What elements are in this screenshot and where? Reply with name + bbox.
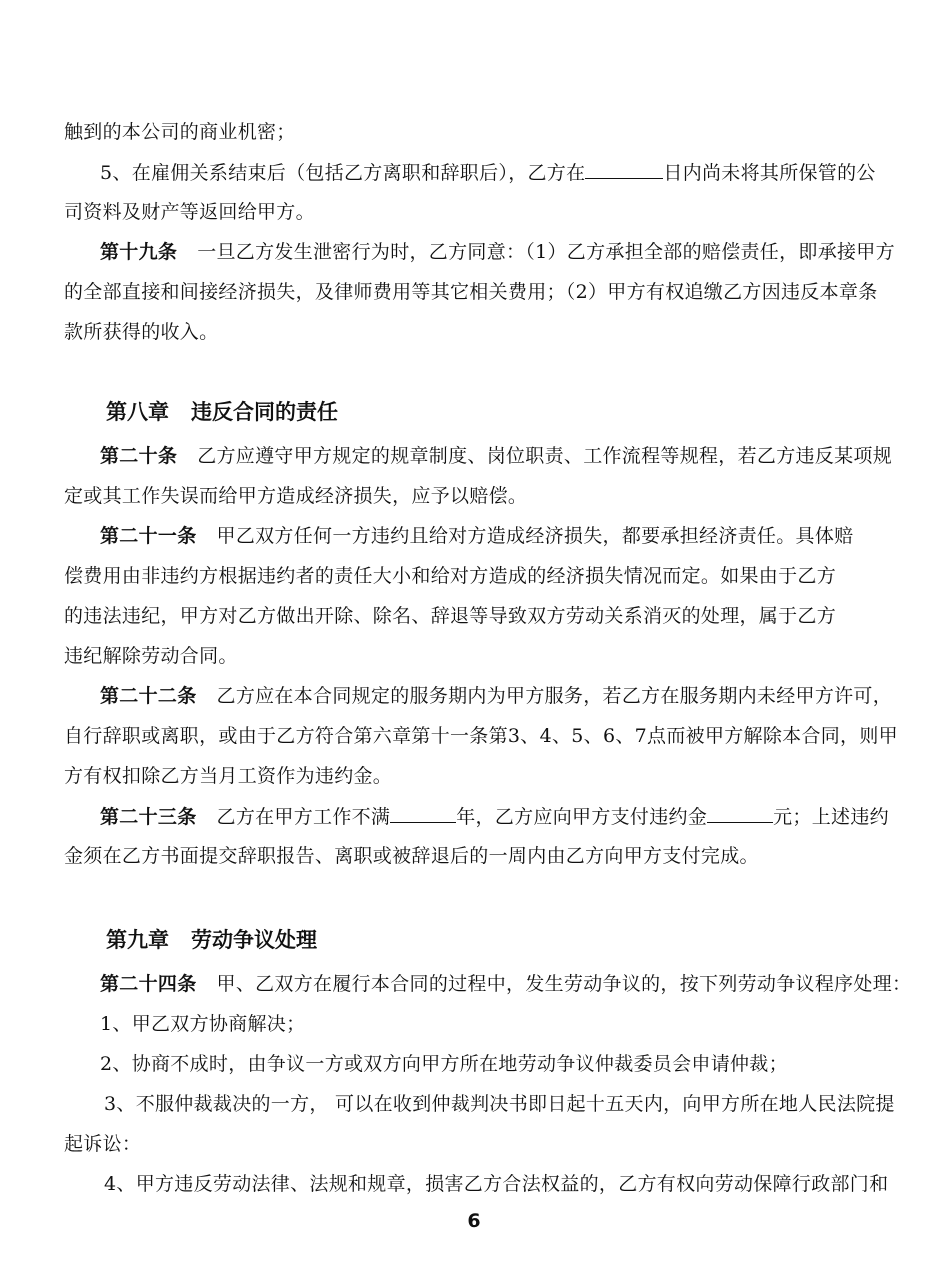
blank-field <box>390 804 456 823</box>
text-line <box>64 484 888 508</box>
article-label: 第二十一条 <box>100 525 197 547</box>
text-line <box>64 764 888 788</box>
text: 定或其工作失误而给甲方造成经济损失，应予以赔偿。 <box>64 485 528 507</box>
chapter-title: 劳动争议处理 <box>191 928 317 952</box>
article-line <box>100 524 888 548</box>
text: 日内尚未将其所保管的公 <box>663 162 876 184</box>
blank-field <box>585 160 663 179</box>
text: 起诉讼： <box>64 1133 142 1155</box>
article-line <box>100 684 893 708</box>
text: 一旦乙方发生泄密行为时，乙方同意：（1）乙方承担全部的赔偿责任，即承接甲方 <box>197 241 895 263</box>
text: 元；上述违约 <box>773 806 889 828</box>
text: 甲乙双方任何一方违约且给对方造成经济损失，都要承担经济责任。具体赔 <box>216 525 854 547</box>
text-line <box>64 120 888 144</box>
list-item <box>100 1012 888 1036</box>
text: 触到的本公司的商业机密； <box>64 121 296 143</box>
text: 乙方在甲方工作不满 <box>216 806 391 828</box>
article-label: 第十九条 <box>100 241 178 263</box>
text-line <box>64 604 888 628</box>
article-label: 第二十条 <box>100 445 178 467</box>
text-line <box>64 280 888 304</box>
text-line <box>64 644 888 668</box>
text: 乙方应在本合同规定的服务期内为甲方服务，若乙方在服务期内未经甲方许可， <box>216 685 893 707</box>
article-label: 第二十三条 <box>100 806 197 828</box>
page-number: 6 <box>467 1210 481 1232</box>
text-line <box>64 844 888 868</box>
text: 1、甲乙双方协商解决； <box>100 1013 306 1035</box>
text: 方有权扣除乙方当月工资作为违约金。 <box>64 765 393 787</box>
article-line <box>100 240 895 264</box>
chapter-number: 第九章 <box>106 928 169 952</box>
article-label: 第二十二条 <box>100 685 197 707</box>
list-item <box>100 1052 888 1076</box>
list-item <box>104 1172 888 1196</box>
text: 5、在雇佣关系结束后（包括乙方离职和辞职后），乙方在 <box>100 162 586 184</box>
text: 偿费用由非违约方根据违约者的责任大小和给对方造成的经济损失情况而定。如果由于乙方 <box>64 565 837 587</box>
article-label: 第二十四条 <box>100 973 197 995</box>
chapter-number: 第八章 <box>106 400 169 424</box>
article-line <box>100 972 912 996</box>
text: 3、不服仲裁裁决的一方， 可以在收到仲裁判决书即日起十五天内，向甲方所在地人民法院提 <box>104 1093 895 1115</box>
blank-field <box>707 804 773 823</box>
list-item <box>104 1092 895 1116</box>
text: 违纪解除劳动合同。 <box>64 645 238 667</box>
text: 的全部直接和间接经济损失，及律师费用等其它相关费用；（2）甲方有权追缴乙方因违反本章条 <box>64 281 878 303</box>
text: 年，乙方应向甲方支付违约金 <box>456 806 708 828</box>
article-line <box>100 804 888 829</box>
text: 2、协商不成时，由争议一方或双方向甲方所在地劳动争议仲裁委员会申请仲裁； <box>100 1053 788 1075</box>
text: 款所获得的收入。 <box>64 321 219 343</box>
text: 的违法违纪，甲方对乙方做出开除、除名、辞退等导致双方劳动关系消灭的处理，属于乙方 <box>64 605 837 627</box>
text-line <box>64 320 888 344</box>
text: 甲、乙双方在履行本合同的过程中，发生劳动争议的，按下列劳动争议程序处理： <box>216 973 912 995</box>
text: 乙方应遵守甲方规定的规章制度、岗位职责、工作流程等规程，若乙方违反某项规 <box>197 445 893 467</box>
text-line <box>64 564 888 588</box>
text-line <box>64 200 888 224</box>
text: 司资料及财产等返回给甲方。 <box>64 201 315 223</box>
text-line <box>100 160 888 185</box>
text: 金须在乙方书面提交辞职报告、离职或被辞退后的一周内由乙方向甲方支付完成。 <box>64 845 759 867</box>
text-line <box>64 1132 888 1156</box>
chapter-heading <box>106 926 317 954</box>
chapter-heading <box>106 398 338 426</box>
article-line <box>100 444 893 468</box>
text-line <box>64 724 898 748</box>
text: 自行辞职或离职，或由于乙方符合第六章第十一条第3、4、5、6、7点而被甲方解除本合同，则甲 <box>64 725 898 747</box>
chapter-title: 违反合同的责任 <box>191 400 338 424</box>
text: 4、甲方违反劳动法律、法规和规章，损害乙方合法权益的，乙方有权向劳动保障行政部门和 <box>104 1173 889 1195</box>
